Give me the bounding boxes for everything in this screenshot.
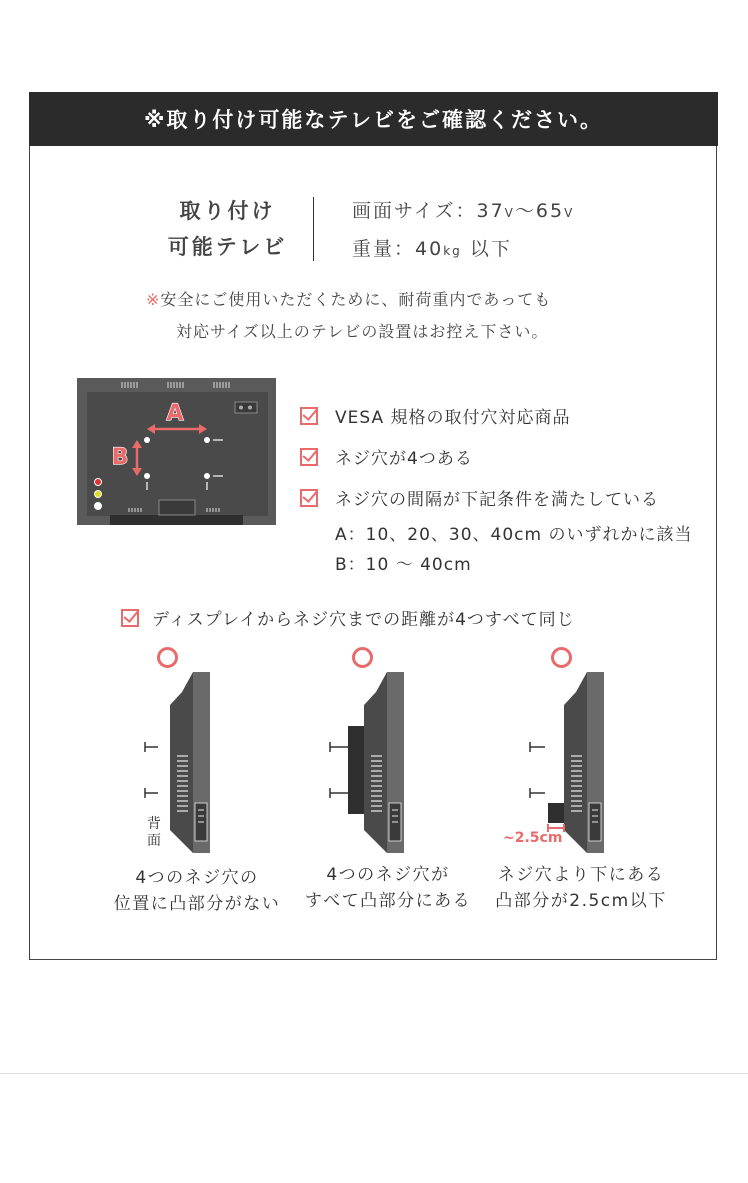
checkbox-icon: [121, 609, 139, 627]
note-line2: 対応サイズ以上のテレビの設置はお控え下さい。: [176, 322, 549, 341]
tv-side-view-3: [525, 670, 610, 855]
caption-line1: 4つのネジ穴の: [135, 868, 259, 888]
check-distance: [121, 605, 575, 630]
side-caption-1: [97, 865, 297, 917]
checkbox-icon: [300, 407, 318, 425]
caption-line1: 4つのネジ穴が: [326, 865, 450, 885]
back-label: 背面: [147, 816, 161, 849]
note-mark: ※: [146, 290, 161, 309]
spec-values: [352, 193, 652, 269]
section-divider: [0, 1073, 748, 1074]
tv-side-view-2: [325, 670, 410, 855]
caption-line2: 位置に凸部分がない: [113, 894, 281, 914]
bump-block: [348, 726, 364, 814]
checkbox-icon: [300, 448, 318, 466]
caption-line1: ネジ穴より下にある: [497, 865, 665, 885]
size-prefix: 画面サイズ：37: [352, 200, 505, 222]
spec-divider: [313, 197, 314, 261]
check-vesa: [300, 403, 571, 428]
safety-note: [146, 284, 626, 348]
tv-back-diagram: [77, 378, 276, 525]
size-mid: ～65: [514, 200, 565, 222]
side-caption-3: [481, 862, 681, 914]
spec-label: [140, 193, 315, 265]
weight-suffix: 以下: [469, 238, 512, 260]
spec-label-line2: 可能テレビ: [167, 235, 288, 259]
note-line1: [146, 284, 626, 316]
check-spacing: [300, 485, 659, 510]
port-box: [235, 402, 257, 413]
check-text: VESA 規格の取付穴対応商品: [335, 408, 571, 428]
ok-circle-icon: [157, 647, 178, 668]
checkbox-icon: [300, 489, 318, 507]
caption-line2: すべて凸部分にある: [304, 891, 472, 911]
spec-size: [352, 193, 652, 231]
weight-prefix: 重量：40: [352, 238, 444, 260]
tv-stand-base: [110, 515, 243, 525]
condition-b: B：10 ～ 40cm: [335, 555, 472, 575]
ok-circle-icon: [551, 647, 572, 668]
size-unit-v2: V: [564, 206, 575, 220]
label-b: B: [111, 445, 129, 470]
check-text: ネジ穴が4つある: [335, 449, 473, 469]
check-four-holes: [300, 444, 473, 469]
side-caption-2: [288, 862, 488, 914]
spec-label-line1: 取り付け: [179, 199, 276, 223]
label-a: A: [166, 401, 184, 426]
ok-circle-icon: [352, 647, 373, 668]
size-unit-v1: V: [504, 206, 515, 220]
note-text1: 安全にご使用いただくために、耐荷重内であっても: [160, 290, 552, 309]
page-title: ※取り付け可能なテレビをご確認ください。: [29, 92, 718, 146]
check-text: ネジ穴の間隔が下記条件を満たしている: [335, 490, 659, 510]
measure-label: ~2.5cm: [503, 830, 563, 846]
condition-a: A：10、20、30、40cm のいずれかに該当: [335, 525, 693, 545]
bump-block-small: [548, 803, 564, 823]
weight-unit: kg: [443, 244, 462, 258]
caption-line2: 凸部分が2.5cm以下: [495, 891, 667, 911]
spec-weight: [352, 231, 652, 269]
check-text: ディスプレイからネジ穴までの距離が4つすべて同じ: [152, 610, 575, 630]
